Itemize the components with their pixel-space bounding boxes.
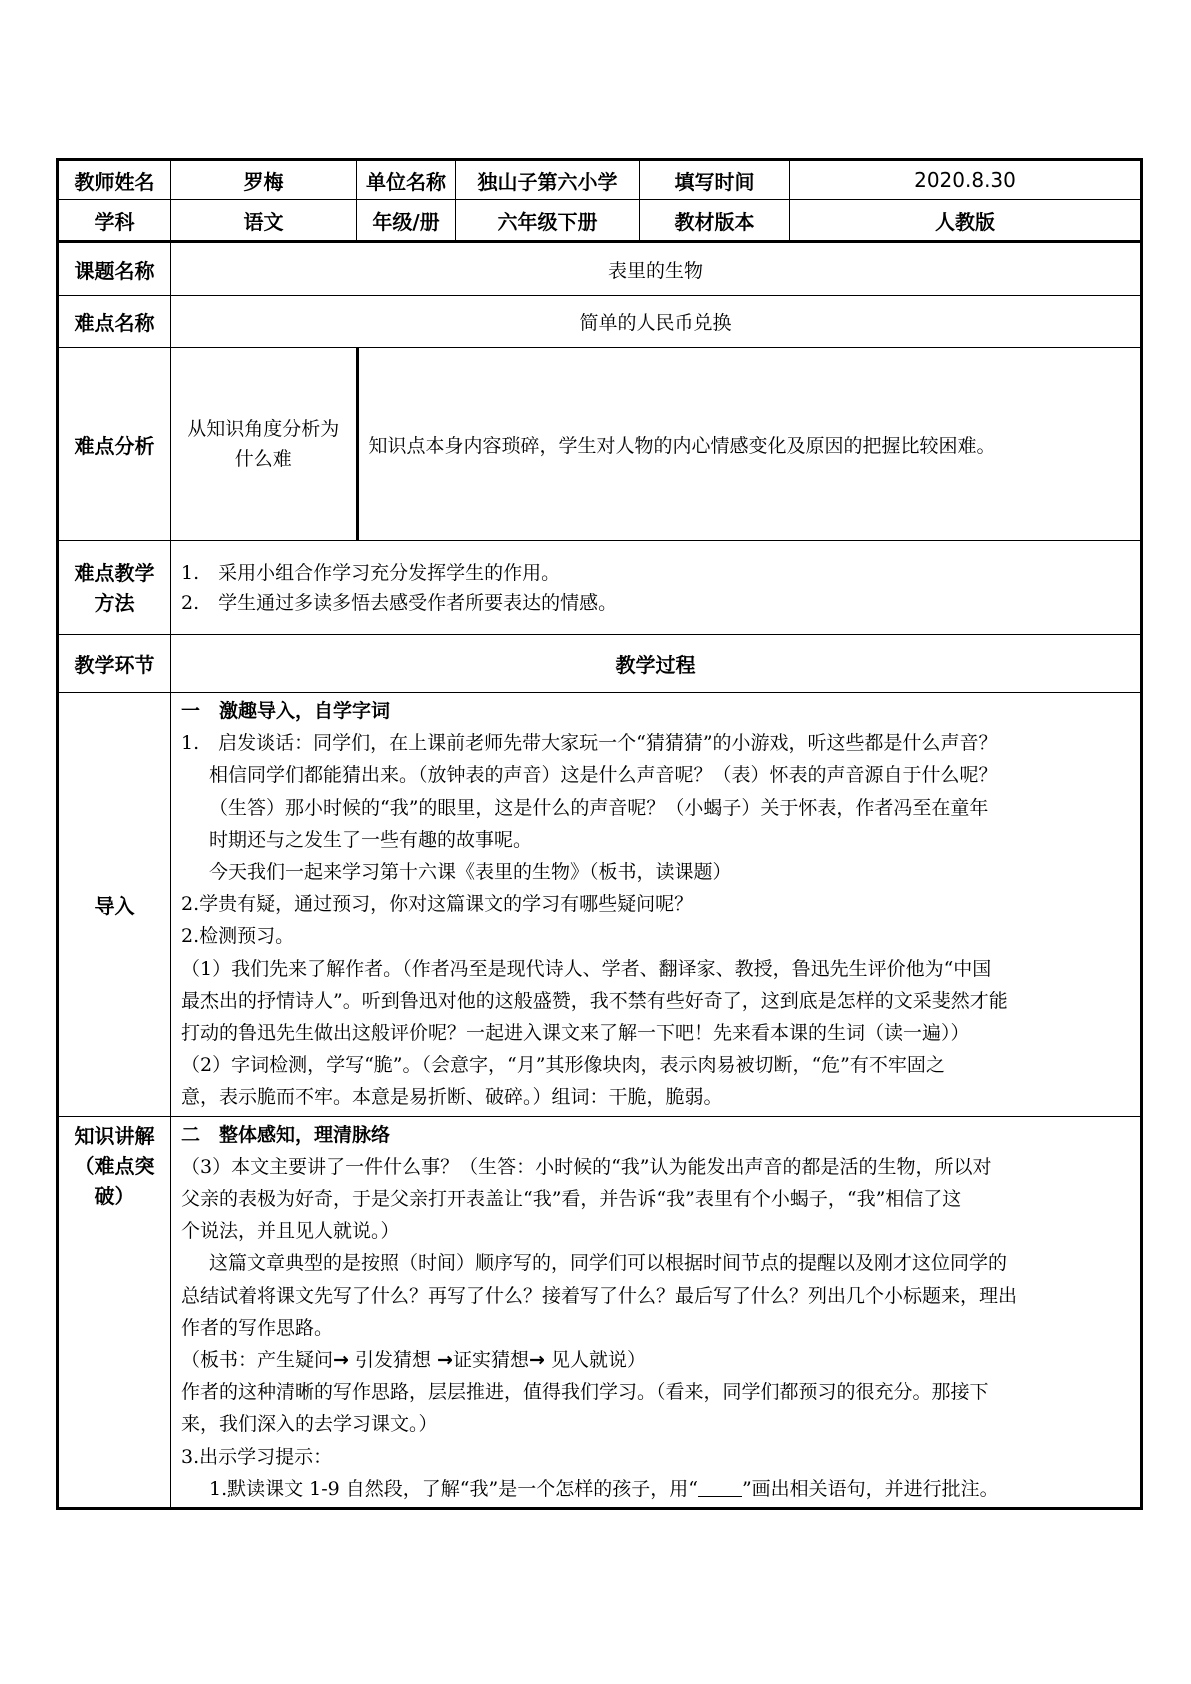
teaching-method-label-line1: 难点教学: [74, 560, 155, 585]
knowledge-line: 作者的这种清晰的写作思路，层层推进，值得我们学习。（看来，同学们都预习的很充分。那接下: [181, 1381, 989, 1404]
process-title: 教学过程: [171, 635, 1142, 693]
lesson-plan-page: [56, 158, 1140, 1510]
intro-line: （2）字词检测，学写“脆”。（会意字，“月”其形像块肉，表示肉易被切断，“危”有不牢固之: [181, 1054, 945, 1077]
board-prefix: （板书：产生疑问: [181, 1349, 334, 1372]
knowledge-label-line1: 知识讲解: [74, 1123, 155, 1148]
fill-date-label: 填写时间: [640, 160, 790, 200]
subject-label: 学科: [58, 200, 171, 242]
teacher-name-label: 教师姓名: [58, 160, 171, 200]
intro-line: 最杰出的抒情诗人”。听到鲁迅对他的这般盛赞，我不禁有些好奇了，这到底是怎样的文采斐然才能: [181, 989, 1008, 1012]
difficulty-name-label: 难点名称: [58, 296, 171, 348]
knowledge-line: 个说法，并且见人就说。）: [181, 1220, 400, 1243]
knowledge-line: 来，我们深入的去学习课文。）: [181, 1413, 438, 1436]
knowledge-line: 作者的写作思路。: [181, 1316, 334, 1339]
intro-line: （生答）那小时候的“我”的眼里，这是什么的声音呢？（小蝎子）关于怀表，作者冯至在童年: [209, 796, 989, 819]
unit-name-value: 独山子第六小学: [456, 160, 640, 200]
topic-label: 课题名称: [58, 242, 171, 296]
lesson-plan-table: [56, 158, 1143, 1510]
difficulty-analysis-cell: [171, 348, 1142, 541]
intro-content: [171, 693, 1142, 1117]
intro-line: 时期还与之发生了一些有趣的故事呢。: [209, 828, 533, 851]
knowledge-line: （3）本文主要讲了一件什么事？（生答：小时候的“我”认为能发出声音的都是活的生物，所以对: [181, 1155, 992, 1178]
arrow-right-icon: →: [528, 1349, 545, 1372]
knowledge-label-line3: 破）: [94, 1183, 135, 1208]
process-stage-label: 教学环节: [58, 635, 171, 693]
knowledge-line: 总结试着将课文先写了什么？再写了什么？接着写了什么？最后写了什么？列出几个小标题来，理出: [181, 1284, 1018, 1307]
last-line-suffix: ”画出相关语句，并进行批注。: [741, 1477, 999, 1500]
teaching-method-item-2: 2. 学生通过多读多悟去感受作者所要表达的情感。: [181, 591, 618, 614]
edition-value: 人教版: [790, 200, 1142, 242]
intro-label: 导入: [58, 693, 171, 1117]
teaching-method-list: [171, 541, 1142, 635]
teacher-name-value: 罗梅: [171, 160, 357, 200]
topic-value: 表里的生物: [171, 242, 1142, 296]
arrow-right-icon: →: [333, 1349, 349, 1372]
intro-line: （1）我们先来了解作者。（作者冯至是现代诗人、学者、翻译家、教授，鲁迅先生评价他为“中国: [181, 957, 992, 980]
board-step: 见人就说）: [550, 1349, 646, 1372]
teaching-method-label-line2: 方法: [94, 590, 135, 615]
knowledge-label-line2: （难点突: [74, 1153, 155, 1178]
arrow-right-icon: →: [437, 1349, 453, 1372]
board-flow: [181, 1344, 1130, 1376]
board-step: 引发猜想: [354, 1349, 431, 1372]
intro-line: 2.检测预习。: [181, 925, 295, 948]
board-step: 证实猜想: [452, 1349, 529, 1372]
analysis-sub-label-line2: 什么难: [234, 448, 292, 470]
intro-line: 意，表示脆而不牢。本意是易折断、破碎。）组词：干脆，脆弱。: [181, 1086, 723, 1109]
intro-line: 相信同学们都能猜出来。（放钟表的声音）这是什么声音呢？（表）怀表的声音源自于什么呢？: [209, 764, 998, 787]
analysis-sub-label: [171, 348, 357, 540]
knowledge-content: [171, 1116, 1142, 1508]
intro-heading: 一 激趣导入，自学字词: [181, 700, 391, 722]
intro-line: 1. 启发谈话：同学们，在上课前老师先带大家玩一个“猜猜猜”的小游戏，听这些都是什么声音？: [181, 732, 998, 755]
teaching-method-label: [58, 541, 171, 635]
intro-line: 打动的鲁迅先生做出这般评价呢？一起进入课文来了解一下吧！先来看本课的生词（读一遍））: [181, 1022, 970, 1045]
underline-blank: [698, 1478, 742, 1497]
grade-value: 六年级下册: [456, 200, 640, 242]
analysis-value: 知识点本身内容琐碎，学生对人物的内心情感变化及原因的把握比较困难。: [368, 434, 996, 457]
analysis-sub-label-line1: 从知识角度分析为: [187, 418, 340, 440]
analysis-inner-table: [171, 348, 1140, 540]
grade-label: 年级/册: [357, 200, 456, 242]
knowledge-label: [58, 1116, 171, 1508]
subject-value: 语文: [171, 200, 357, 242]
knowledge-line: 父亲的表极为好奇，于是父亲打开表盖让“我”看，并告诉“我”表里有个小蝎子，“我”相信了这: [181, 1188, 962, 1211]
difficulty-name-value: 简单的人民币兑换: [171, 296, 1142, 348]
intro-line: 2.学贵有疑，通过预习，你对这篇课文的学习有哪些疑问呢？: [181, 893, 694, 916]
knowledge-line: 3.出示学习提示：: [181, 1445, 333, 1468]
edition-label: 教材版本: [640, 200, 790, 242]
knowledge-heading: 二 整体感知，理清脉络: [181, 1123, 391, 1146]
teaching-method-item-1: 1. 采用小组合作学习充分发挥学生的作用。: [181, 561, 561, 584]
intro-line: 今天我们一起来学习第十六课《表里的生物》（板书，读课题）: [209, 861, 732, 884]
knowledge-line: 这篇文章典型的是按照（时间）顺序写的，同学们可以根据时间节点的提醒以及刚才这位同学的: [209, 1252, 1008, 1275]
difficulty-analysis-label: 难点分析: [58, 348, 171, 541]
fill-date-value: 2020.8.30: [790, 160, 1142, 200]
last-line-prefix: 1.默读课文 1-9 自然段，了解“我”是一个怎样的孩子，用“: [209, 1477, 698, 1500]
unit-name-label: 单位名称: [357, 160, 456, 200]
knowledge-last-line: [181, 1473, 1130, 1505]
